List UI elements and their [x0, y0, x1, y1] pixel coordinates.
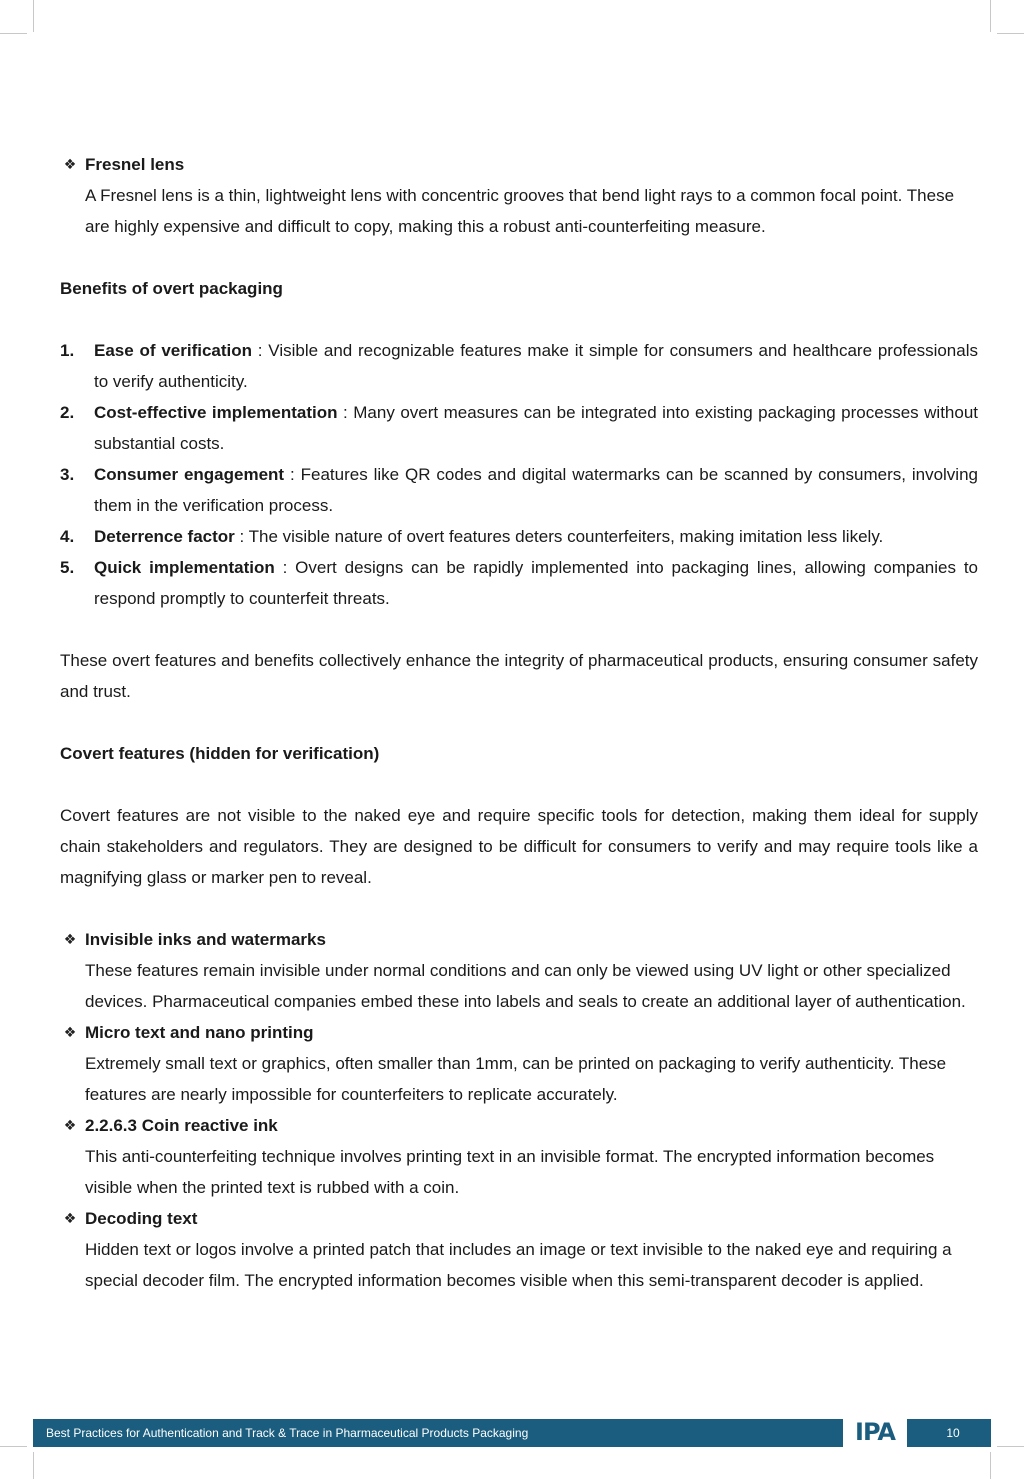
- page-content: [60, 149, 978, 1296]
- bullet-coin-reactive-ink: [60, 1110, 978, 1203]
- page-footer: [33, 1419, 991, 1447]
- list-text: : Many overt measures can be integrated into existing packaging processes without substantial costs.: [94, 403, 979, 453]
- bullet-heading: Micro text and nano printing: [85, 1023, 314, 1042]
- benefits-summary: These overt features and benefits collectively enhance the integrity of pharmaceutical products, ensuring consumer safety and trust.: [60, 651, 978, 701]
- bullet-heading: Fresnel lens: [85, 155, 185, 174]
- crop-mark: [997, 33, 1024, 34]
- covert-intro: Covert features are not visible to the naked eye and require specific tools for detection, making them ideal for supply chain stakeholders and regulators. They are designed to be difficult for consumers to verify and may require tools like a magnifying glass or marker pen to reveal.: [60, 806, 978, 887]
- list-text: : Features like QR codes and digital watermarks can be scanned by consumers, involving them in the verification process.: [94, 465, 978, 515]
- section-heading-covert: Covert features (hidden for verification): [60, 744, 380, 763]
- list-item: [60, 521, 978, 552]
- list-number: 3.: [60, 465, 75, 484]
- bullet-body: Hidden text or logos involve a printed patch that includes an image or text invisible to the naked eye and requiring a special decoder film. The encrypted information becomes visible when this semi-transparent decoder is applied.: [85, 1240, 952, 1290]
- list-item: [60, 459, 978, 521]
- bullet-heading: Invisible inks and watermarks: [85, 930, 326, 949]
- section-heading-benefits: Benefits of overt packaging: [60, 279, 283, 298]
- list-text: : Visible and recognizable features make it simple for consumers and healthcare professionals to verify authenticity.: [94, 341, 978, 391]
- list-term: Consumer engagement: [94, 465, 285, 484]
- crop-mark: [33, 1452, 34, 1479]
- bullet-invisible-inks: [60, 924, 978, 1017]
- crop-mark: [0, 1446, 27, 1447]
- list-term: Quick implementation: [94, 558, 275, 577]
- bullet-heading: 2.2.6.3 Coin reactive ink: [85, 1116, 278, 1135]
- diamond-bullet-icon: ❖: [63, 1210, 77, 1226]
- list-number: 2.: [60, 403, 75, 422]
- crop-mark: [990, 0, 991, 32]
- list-text: : The visible nature of overt features deters counterfeiters, making imitation less likely.: [234, 527, 884, 546]
- diamond-bullet-icon: ❖: [63, 1024, 77, 1040]
- bullet-micro-text: [60, 1017, 978, 1110]
- list-number: 5.: [60, 558, 75, 577]
- footer-title: Best Practices for Authentication and Track & Trace in Pharmaceutical Products Packaging: [46, 1426, 529, 1440]
- list-item: [60, 335, 978, 397]
- list-term: Deterrence factor: [94, 527, 235, 546]
- bullet-body: These features remain invisible under normal conditions and can only be viewed using UV light or other specialized devices. Pharmaceutical companies embed these into labels and seals to create an additional layer of authentication.: [85, 961, 966, 1011]
- diamond-bullet-icon: ❖: [63, 931, 77, 947]
- crop-mark: [997, 1446, 1024, 1447]
- bullet-heading: Decoding text: [85, 1209, 198, 1228]
- crop-mark: [0, 33, 27, 34]
- list-text: : Overt designs can be rapidly implemented into packaging lines, allowing companies to respond promptly to counterfeit threats.: [94, 558, 978, 608]
- benefits-list: [60, 335, 978, 614]
- crop-mark: [33, 0, 34, 32]
- bullet-body: Extremely small text or graphics, often smaller than 1mm, can be printed on packaging to verify authenticity. These features are nearly impossible for counterfeiters to replicate accurately.: [85, 1054, 947, 1104]
- page-number: 10: [946, 1426, 960, 1440]
- bullet-fresnel-lens: [60, 149, 978, 242]
- logo-text: IPA: [855, 1417, 895, 1446]
- bullet-body: This anti-counterfeiting technique involves printing text in an invisible format. The encrypted information becomes visible when the printed text is rubbed with a coin.: [85, 1147, 935, 1197]
- list-number: 4.: [60, 527, 75, 546]
- list-term: Cost-effective implementation: [94, 403, 338, 422]
- list-term: Ease of verification: [94, 341, 253, 360]
- crop-mark: [990, 1452, 991, 1479]
- list-item: [60, 397, 978, 459]
- bullet-body: A Fresnel lens is a thin, lightweight lens with concentric grooves that bend light rays to a common focal point. These are highly expensive and difficult to copy, making this a robust anti-counterfeiting measure.: [85, 186, 955, 236]
- list-item: [60, 552, 978, 614]
- list-number: 1.: [60, 341, 75, 360]
- ipa-logo: [843, 1416, 907, 1447]
- diamond-bullet-icon: ❖: [63, 1117, 77, 1133]
- bullet-decoding-text: [60, 1203, 978, 1296]
- diamond-bullet-icon: ❖: [63, 156, 77, 172]
